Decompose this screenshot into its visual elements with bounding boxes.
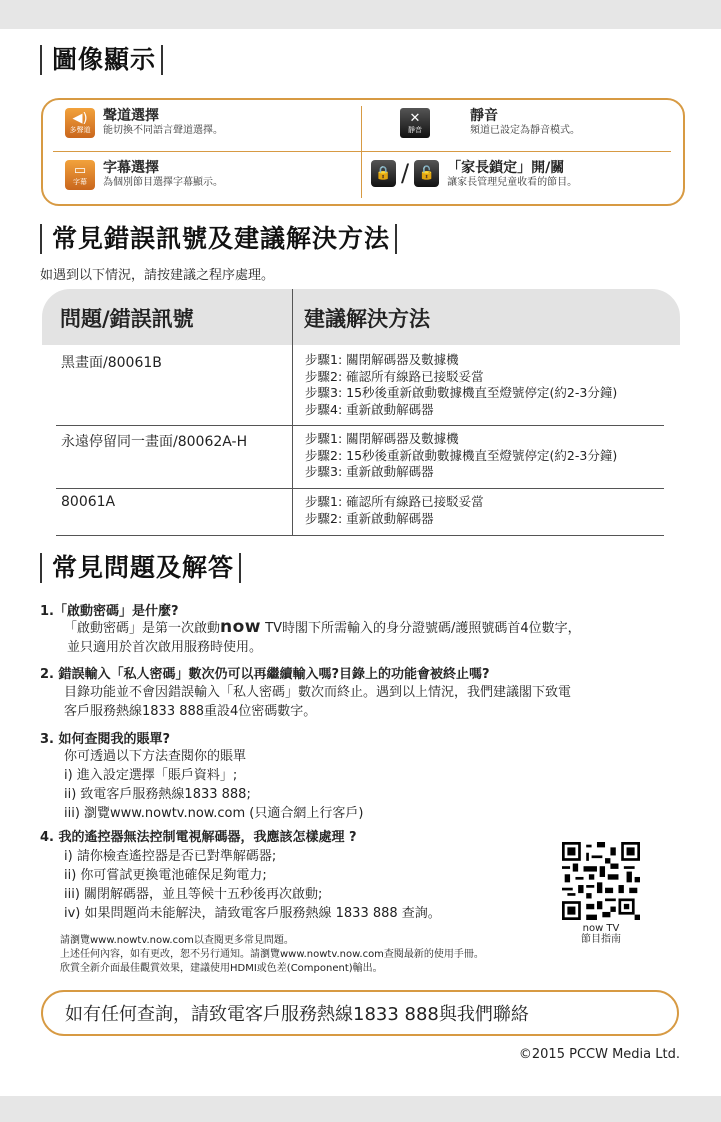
copyright: ©2015 PCCW Media Ltd.	[518, 1047, 680, 1062]
table-cell-steps: 步驟1: 關閉解碼器及數據機 步驟2: 確認所有線路已接駁妥當 步驟3: 15秒後重新啟動數據機直至燈號停定(約2-3分鐘) 步驟4: 重新啟動解碼器	[305, 352, 618, 417]
now-logo-text: now	[220, 617, 262, 637]
feature-parental-lock	[371, 160, 577, 189]
faq-answer: i) 請你檢查遙控器是否已對準解碼器; ii) 你可嘗試更換電池確保足夠電力; iii) 關閉解碼器，並且等候十五秒後再次啟動; iv) 如果問題尚未能解決，請致電客戶服務熱線 1833 888 查詢。	[64, 849, 441, 921]
faq-question: 2. 錯誤輸入「私人密碼」數次仍可以再繼續輸入嗎?目錄上的功能會被終止嗎?	[40, 667, 490, 682]
feature-title: 「家長鎖定」開/關	[447, 160, 565, 176]
table-row-divider	[56, 488, 664, 489]
faq-answer: 目錄功能並不會因錯誤輸入「私人密碼」數次而終止。遇到以上情況，我們建議閣下致電 客戶服務熱線1833 888重設4位密碼數字。	[64, 685, 572, 719]
separator: /	[401, 159, 410, 187]
feature-desc: 能切換不同語言聲道選擇。	[103, 125, 223, 136]
feature-desc: 為個別節目選擇字幕顯示。	[103, 177, 223, 188]
column-header-solution: 建議解決方法	[304, 307, 430, 331]
feature-subtitle	[65, 160, 223, 190]
subtitle-icon: ▭ 字幕	[65, 160, 95, 190]
footnotes: 請瀏覽www.nowtv.now.com以查閱更多常見問題。 上述任何內容，如有更改，恕不另行通知。請瀏覽www.nowtv.now.com查閱最新的使用手冊。 欣賞全新介面最佳觀賞效果，建議使用HDMI或色差(Component)輸出。	[60, 935, 484, 974]
feature-audio	[65, 108, 223, 138]
faq-answer: 「啟動密碼」是第一次啟動now TV時閣下所需輸入的身分證號碼/護照號碼首4位數字， 並只適用於首次啟用服務時使用。	[64, 617, 581, 655]
table-cell-problem: 80061A	[61, 494, 116, 510]
feature-title: 聲道選擇	[103, 108, 159, 124]
qr-code-icon[interactable]	[562, 842, 640, 920]
speaker-icon: ◀) 多聲道	[65, 108, 95, 138]
table-row-divider	[56, 425, 664, 426]
table-cell-steps: 步驟1: 確認所有線路已接駁妥當 步驟2: 重新啟動解碼器	[305, 494, 484, 526]
table-row-divider	[56, 535, 664, 536]
intro-text: 如遇到以下情況，請按建議之程序處理。	[40, 268, 275, 283]
features-box	[41, 98, 685, 206]
divider	[53, 151, 671, 152]
table-divider	[292, 289, 293, 535]
section-title-errors: 常見錯誤訊號及建議解決方法	[40, 224, 397, 254]
faq-question: 3. 如何查閱我的賬單?	[40, 732, 171, 747]
table-header	[42, 289, 680, 345]
lock-icon: 🔒	[371, 160, 396, 187]
table-cell-problem: 永遠停留同一畫面/80062A-H	[61, 434, 248, 450]
column-header-problem: 問題/錯誤訊號	[60, 307, 194, 331]
contact-banner: 如有任何查詢，請致電客戶服務熱線1833 888與我們聯絡	[41, 990, 679, 1036]
manual-page	[0, 29, 721, 1096]
feature-title: 字幕選擇	[103, 160, 159, 176]
feature-title: 靜音	[470, 108, 498, 124]
faq-question: 1.「啟動密碼」是什麼?	[40, 604, 179, 619]
qr-caption: now TV 節目指南	[581, 923, 621, 945]
divider	[361, 106, 362, 198]
faq-question: 4. 我的遙控器無法控制電視解碼器，我應該怎樣處理 ?	[40, 830, 357, 845]
feature-desc: 讓家長管理兒童收看的節目。	[447, 177, 578, 188]
unlock-icon: 🔓	[414, 160, 439, 187]
section-title-display: 圖像顯示	[40, 45, 163, 75]
feature-mute	[400, 108, 580, 138]
section-title-faq: 常見問題及解答	[40, 553, 241, 583]
faq-answer: 你可透過以下方法查閱你的賬單 i) 進入設定選擇「賬戶資料」; ii) 致電客戶服務熱線1833 888; iii) 瀏覽www.nowtv.now.com (只適合網上行客戶)	[64, 749, 364, 821]
table-cell-problem: 黑畫面/80061B	[61, 355, 162, 371]
table-cell-steps: 步驟1: 關閉解碼器及數據機 步驟2: 15秒後重新啟動數據機直至燈號停定(約2-3分鐘) 步驟3: 重新啟動解碼器	[305, 431, 618, 479]
feature-desc: 頻道已設定為靜音模式。	[470, 125, 580, 136]
mute-icon: ✕ 靜音	[400, 108, 430, 138]
